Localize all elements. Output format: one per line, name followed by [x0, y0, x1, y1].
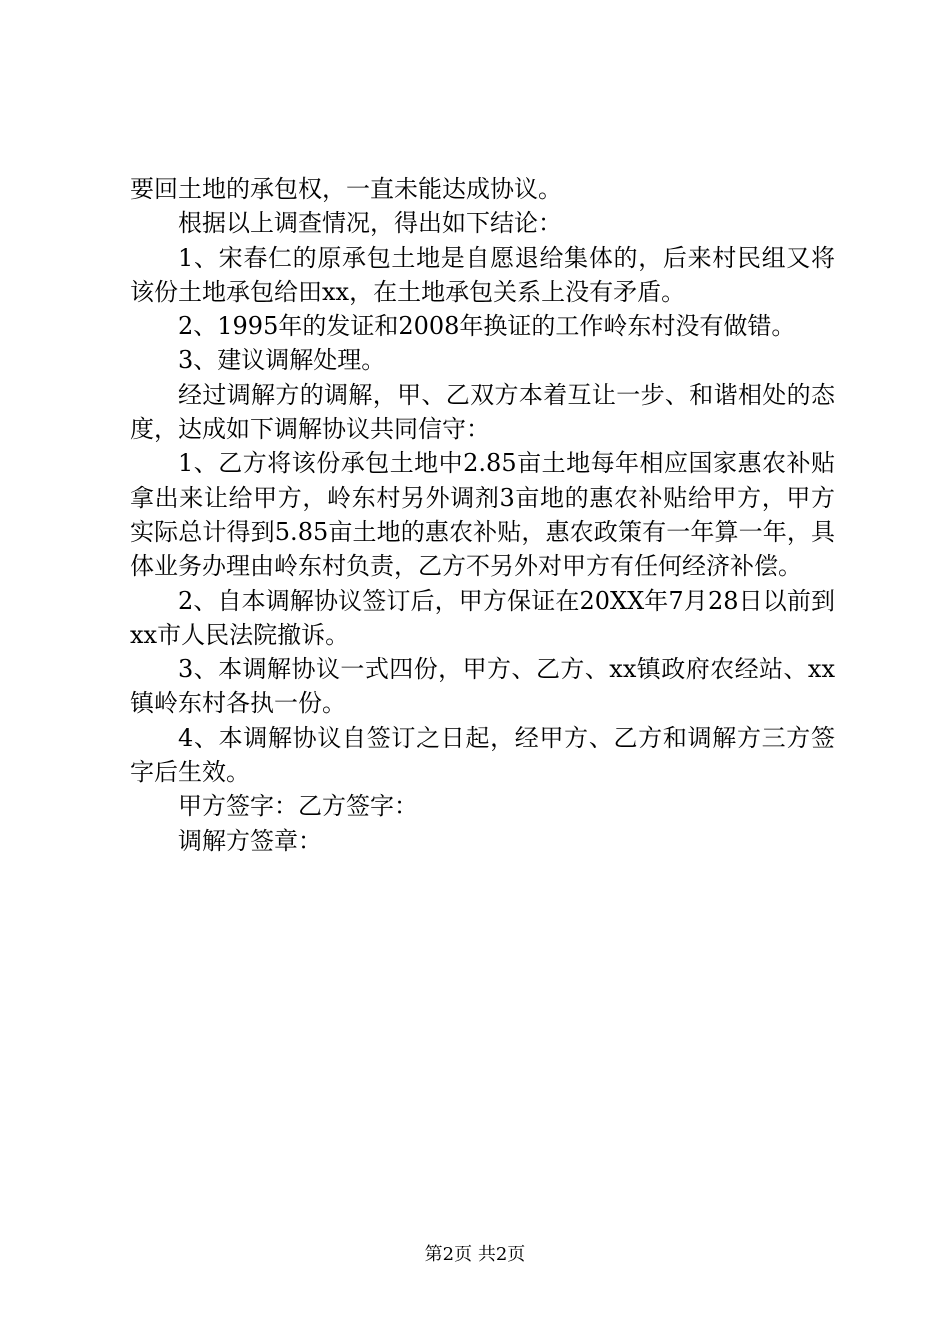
signature-line-mediator: 调解方签章： [178, 826, 322, 855]
paragraph-agreement-3: 3、本调解协议一式四份，甲方、乙方、xx镇政府农经站、xx镇岭东村各执一份。 [130, 655, 835, 718]
paragraph-agreement-2: 2、自本调解协议签订后，甲方保证在20XX年7月28日以前到xx市人民法院撤诉。 [130, 586, 835, 649]
paragraph-conclusion-intro: 根据以上调查情况，得出如下结论： [178, 209, 562, 238]
paragraph-continuation: 要回土地的承包权，一直未能达成协议。 [130, 175, 562, 203]
paragraph-agreement-1: 1、乙方将该份承包土地中2.85亩土地每年相应国家惠农补贴拿出来让给甲方，岭东村另外调剂3亩地的惠农补贴给甲方，甲方实际总计得到5.85亩土地的惠农补贴，惠农政策有一年算一年，具体业务办理由岭东村负责，乙方不另外对甲方有任何经济补偿。 [130, 449, 835, 581]
signature-line-parties: 甲方签字：乙方签字： [178, 792, 418, 821]
paragraph-agreement-4: 4、本调解协议自签订之日起，经甲方、乙方和调解方三方签字后生效。 [130, 723, 835, 787]
paragraph-agreement-intro: 经过调解方的调解，甲、乙双方本着互让一步、和谐相处的态度，达成如下调解协议共同信守： [130, 380, 835, 444]
document-body [130, 172, 835, 858]
paragraph-conclusion-2: 2、1995年的发证和2008年换证的工作岭东村没有做错。 [178, 312, 796, 341]
paragraph-conclusion-3: 3、建议调解处理。 [178, 346, 386, 375]
page-footer: 第2页 共2页 [424, 1244, 526, 1265]
paragraph-conclusion-1: 1、宋春仁的原承包土地是自愿退给集体的，后来村民组又将该份土地承包给田xx，在土地承包关系上没有矛盾。 [130, 243, 835, 306]
